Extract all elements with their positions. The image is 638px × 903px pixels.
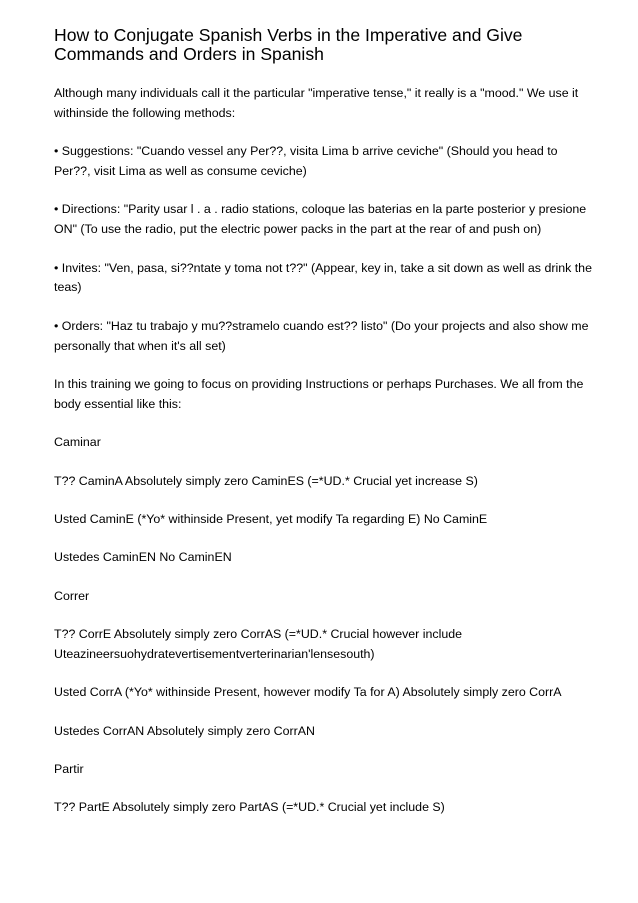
conjugation-line: Ustedes CorrAN Absolutely simply zero CorrAN xyxy=(54,723,315,738)
paragraph-intro: Although many individuals call it the particular "imperative tense," it really is a "mood." We use it withinside the following methods: xyxy=(54,86,579,120)
paragraph-directions: • Directions: "Parity usar l . a . radio stations, coloque las baterias en la parte posterior y presione ON" (To use the radio, put the electric power packs in the part at the rear of and push on) xyxy=(54,202,587,237)
verb-heading-partir: Partir xyxy=(54,762,84,777)
conjugation-line: T?? PartE Absolutely simply zero PartAS (=*UD.* Crucial yet include S) xyxy=(54,800,445,815)
conjugation-line: Ustedes CaminEN No CaminEN xyxy=(54,550,232,565)
paragraph-invites: • Invites: "Ven, pasa, si??ntate y toma not t??" (Appear, key in, take a sit down as well as drink the teas) xyxy=(54,260,592,295)
paragraph-orders: • Orders: "Haz tu trabajo y mu??stramelo cuando est?? listo" (Do your projects and also show me personally that when it's all set) xyxy=(54,318,589,353)
conjugation-line: T?? CaminA Absolutely simply zero CaminES (=*UD.* Crucial yet increase S) xyxy=(54,473,478,488)
document-title: How to Conjugate Spanish Verbs in the Imperative and Give Commands and Orders in Spanish xyxy=(54,25,523,64)
document-page xyxy=(54,26,594,837)
conjugation-line: Usted CaminE (*Yo* withinside Present, yet modify Ta regarding E) No CaminE xyxy=(54,511,488,526)
verb-heading-correr: Correr xyxy=(54,588,90,603)
verb-heading-caminar: Caminar xyxy=(54,435,101,450)
conjugation-line: T?? CorrE Absolutely simply zero CorrAS (=*UD.* Crucial however include Uteazineersuohydratevertisementverterinarian'lensesouth) xyxy=(54,627,463,661)
conjugation-line: Usted CorrA (*Yo* withinside Present, however modify Ta for A) Absolutely simply zero CorrA xyxy=(54,685,562,700)
paragraph-training: In this training we going to focus on providing Instructions or perhaps Purchases. We all from the body essential like this: xyxy=(54,376,584,411)
paragraph-suggestions: • Suggestions: "Cuando vessel any Per??, visita Lima b arrive ceviche" (Should you head to Per??, visit Lima as well as consume ceviche) xyxy=(54,144,558,178)
